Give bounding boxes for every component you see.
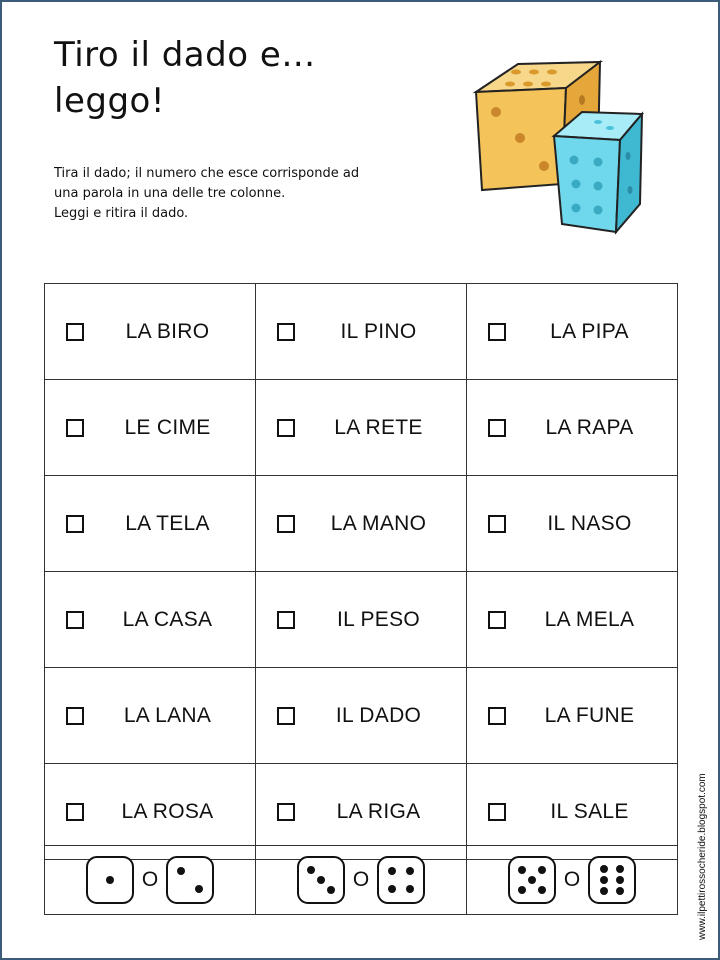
word-checkbox[interactable] xyxy=(277,611,295,629)
die-pip xyxy=(406,885,414,893)
word-checkbox[interactable] xyxy=(277,323,295,341)
grid-row xyxy=(45,668,678,764)
word-cell xyxy=(467,668,678,764)
grid-row xyxy=(45,284,678,380)
grid-row xyxy=(45,380,678,476)
word-cell xyxy=(467,380,678,476)
word-cell xyxy=(467,476,678,572)
word-checkbox[interactable] xyxy=(277,803,295,821)
word-checkbox[interactable] xyxy=(488,323,506,341)
word-checkbox[interactable] xyxy=(277,707,295,725)
die-pip xyxy=(177,867,185,875)
dice-illustration xyxy=(470,44,650,244)
word-label: LA RIGA xyxy=(336,799,421,823)
word-label: LA MANO xyxy=(330,511,427,535)
word-checkbox[interactable] xyxy=(488,419,506,437)
die-pip xyxy=(616,865,624,873)
word-checkbox[interactable] xyxy=(66,515,84,533)
die-pip xyxy=(195,885,203,893)
word-checkbox[interactable] xyxy=(66,323,84,341)
word-checkbox[interactable] xyxy=(66,803,84,821)
die-pip xyxy=(317,876,325,884)
die-pip xyxy=(388,885,396,893)
die-pip xyxy=(600,865,608,873)
or-label: O xyxy=(563,868,581,891)
die-pip xyxy=(538,866,546,874)
grid-row xyxy=(45,572,678,668)
instructions xyxy=(54,164,414,224)
word-label: LA BIRO xyxy=(125,319,210,343)
word-label: LA FUNE xyxy=(544,703,635,727)
instruction-line: Tira il dado; il numero che esce corrisponde ad xyxy=(54,166,360,181)
word-cell xyxy=(45,284,256,380)
word-checkbox[interactable] xyxy=(66,707,84,725)
word-label: LA RAPA xyxy=(545,415,634,439)
page-title xyxy=(54,32,434,124)
credit-url: www.ilpettirossocheride.blogspot.com xyxy=(697,773,708,940)
die-face-3-icon xyxy=(297,856,345,904)
word-label: IL SALE xyxy=(550,799,629,823)
die-pip xyxy=(616,876,624,884)
die-face-1-icon xyxy=(86,856,134,904)
blue-die-icon xyxy=(554,112,642,232)
dice-legend xyxy=(44,845,678,915)
grid-row xyxy=(45,476,678,572)
die-pip xyxy=(388,867,396,875)
word-cell xyxy=(256,572,467,668)
word-label: IL PINO xyxy=(340,319,417,343)
word-label: LA ROSA xyxy=(121,799,214,823)
or-label: O xyxy=(352,868,370,891)
word-cell xyxy=(256,380,467,476)
legend-cell xyxy=(45,846,256,914)
title-line-1: Tiro il dado e… xyxy=(54,35,316,75)
word-cell xyxy=(256,476,467,572)
die-face-5-icon xyxy=(508,856,556,904)
word-label: IL PESO xyxy=(336,607,421,631)
die-face-2-icon xyxy=(166,856,214,904)
or-label: O xyxy=(141,868,159,891)
word-checkbox[interactable] xyxy=(277,419,295,437)
word-cell xyxy=(467,572,678,668)
word-checkbox[interactable] xyxy=(488,707,506,725)
die-pip xyxy=(307,866,315,874)
word-grid xyxy=(44,283,678,860)
word-checkbox[interactable] xyxy=(66,611,84,629)
word-label: IL DADO xyxy=(335,703,422,727)
die-pip xyxy=(528,876,536,884)
word-label: LA TELA xyxy=(125,511,210,535)
word-label: LA CASA xyxy=(122,607,213,631)
die-pip xyxy=(406,867,414,875)
die-pip xyxy=(600,887,608,895)
legend-cell xyxy=(256,846,467,914)
die-pip xyxy=(518,886,526,894)
word-cell xyxy=(45,380,256,476)
die-face-4-icon xyxy=(377,856,425,904)
die-pip xyxy=(327,886,335,894)
die-pip xyxy=(538,886,546,894)
word-label: LA MELA xyxy=(544,607,635,631)
word-label: LA LANA xyxy=(123,703,212,727)
word-label: IL NASO xyxy=(547,511,632,535)
word-checkbox[interactable] xyxy=(488,515,506,533)
legend-cell xyxy=(467,846,677,914)
word-cell xyxy=(256,284,467,380)
word-checkbox[interactable] xyxy=(488,611,506,629)
die-pip xyxy=(106,876,114,884)
word-cell xyxy=(45,668,256,764)
word-checkbox[interactable] xyxy=(277,515,295,533)
word-label: LE CIME xyxy=(124,415,211,439)
word-cell xyxy=(45,476,256,572)
die-face-6-icon xyxy=(588,856,636,904)
word-cell xyxy=(256,668,467,764)
word-label: LA PIPA xyxy=(550,319,629,343)
die-pip xyxy=(616,887,624,895)
word-checkbox[interactable] xyxy=(488,803,506,821)
word-checkbox[interactable] xyxy=(66,419,84,437)
word-label: LA RETE xyxy=(334,415,423,439)
instruction-line: una parola in una delle tre colonne. xyxy=(54,186,286,201)
title-line-2: leggo! xyxy=(54,81,165,121)
die-pip xyxy=(600,876,608,884)
word-cell xyxy=(467,284,678,380)
die-pip xyxy=(518,866,526,874)
instruction-line: Leggi e ritira il dado. xyxy=(54,206,189,221)
word-cell xyxy=(45,572,256,668)
